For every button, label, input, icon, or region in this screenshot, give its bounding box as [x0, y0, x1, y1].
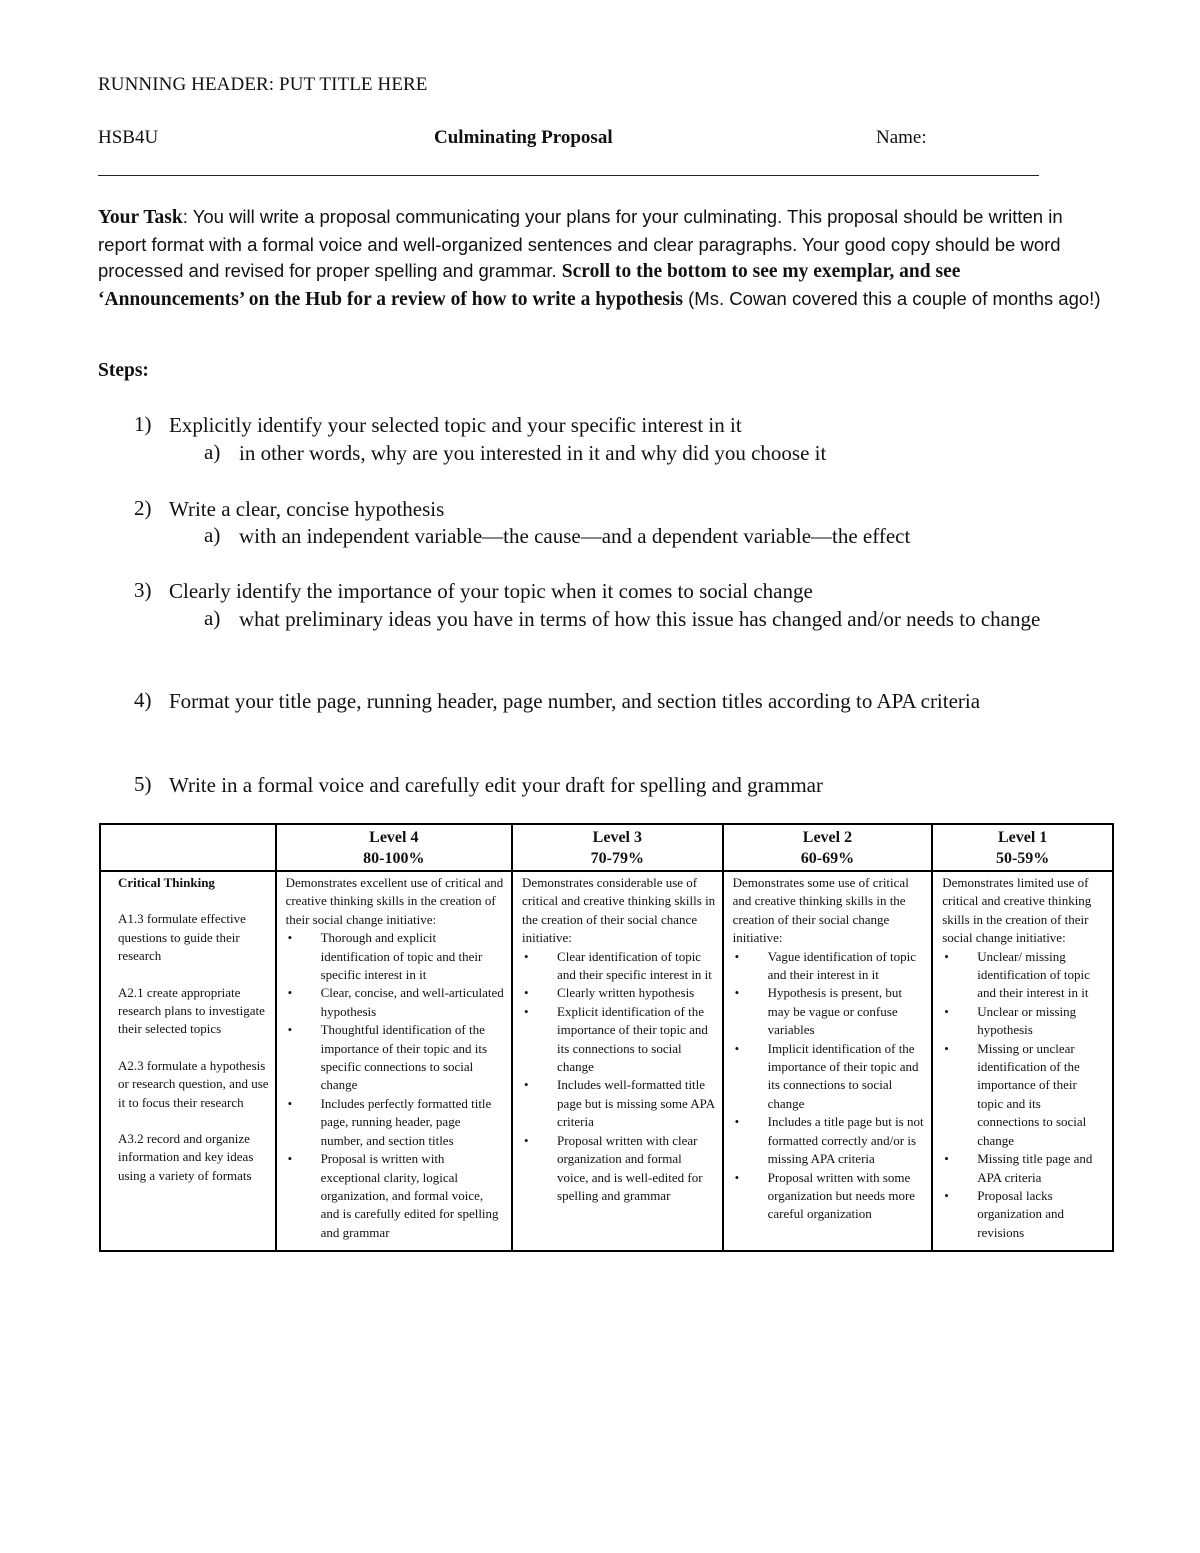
expectation-item: A1.3 formulate effective questions to guide their research	[118, 911, 246, 964]
descriptor-item	[286, 929, 505, 984]
level-name: Level 2	[802, 829, 853, 846]
descriptor-text: Clearly written hypothesis	[557, 985, 695, 1001]
bullet-icon: •	[734, 985, 740, 1001]
descriptor-item	[942, 1187, 1106, 1242]
descriptor-item	[286, 1150, 505, 1242]
step-number: 3)	[134, 578, 152, 602]
bullet-icon: •	[524, 948, 529, 964]
substep-text: what preliminary ideas you have in terms of how this issue has changed and/or needs to change	[239, 607, 1041, 631]
level-range: 70-79%	[590, 850, 644, 867]
level-range: 60-69%	[800, 850, 855, 867]
bullet-icon: •	[287, 985, 293, 1001]
substep-text: in other words, why are you interested in it and why did you choose it	[239, 441, 827, 465]
level-header	[932, 824, 1113, 871]
bullet-icon: •	[287, 1151, 293, 1167]
level-name: Level 3	[592, 829, 642, 846]
descriptor-list	[733, 948, 926, 1224]
descriptor-item	[286, 1095, 505, 1150]
level-range: 50-59%	[995, 850, 1050, 867]
title-row	[98, 127, 1098, 153]
descriptor-text: Proposal written with clear organization and formal voice, and is well-edited for spelling and grammar	[557, 1132, 703, 1203]
course-code: HSB4U	[98, 127, 159, 148]
descriptor-item	[733, 1169, 926, 1224]
rubric-corner-cell	[100, 824, 276, 871]
expectation-item: A3.2 record and organize information and key ideas using a variety of formats	[118, 1131, 254, 1183]
criteria-cell	[100, 871, 276, 1251]
descriptor-item	[522, 1132, 716, 1206]
descriptor-text: Clear, concise, and well-articulated hypothesis	[320, 985, 504, 1019]
bullet-icon: •	[524, 985, 529, 1001]
task-paragraph	[98, 204, 1108, 313]
descriptor-item	[942, 1150, 1106, 1187]
level-2-descriptor	[723, 871, 933, 1251]
bullet-icon: •	[734, 1114, 740, 1130]
descriptor-item	[942, 1003, 1106, 1040]
descriptor-text: Missing or unclear identification of the importance of their topic and its connections to social change	[977, 1040, 1087, 1148]
descriptor-list	[522, 948, 716, 1206]
descriptor-item	[733, 984, 926, 1039]
task-label: Your Task	[98, 207, 183, 228]
criteria-title: Critical Thinking	[118, 875, 215, 890]
descriptor-text: Implicit identification of the importance of their topic and its connections to social change	[767, 1040, 919, 1111]
descriptor-list	[942, 948, 1106, 1243]
level-4-descriptor	[276, 871, 512, 1251]
descriptor-item	[942, 948, 1106, 1003]
level-name: Level 1	[997, 829, 1048, 846]
step-text: Write a clear, concise hypothesis	[169, 497, 445, 521]
substep-letter: a)	[204, 440, 221, 464]
step-text: Clearly identify the importance of your topic when it comes to social change	[169, 579, 813, 603]
bullet-icon: •	[734, 1040, 740, 1056]
level-header	[723, 824, 933, 871]
rubric-header-row	[100, 824, 1113, 871]
descriptor-text: Thorough and explicit identification of topic and their specific interest in it	[320, 930, 483, 983]
document-title: Culminating Proposal	[434, 127, 613, 148]
descriptor-item	[286, 1021, 505, 1095]
step-text: Format your title page, running header, page number, and section titles according to APA criteria	[169, 689, 981, 713]
descriptor-list	[286, 929, 505, 1242]
descriptor-text: Missing title page and APA criteria	[977, 1151, 1093, 1185]
descriptor-item	[286, 984, 505, 1021]
bullet-icon: •	[287, 1022, 293, 1038]
descriptor-text: Includes perfectly formatted title page, running header, page number, and section titles	[320, 1095, 492, 1148]
header-divider	[98, 175, 1039, 176]
descriptor-item	[522, 984, 716, 1002]
bullet-icon: •	[944, 1151, 949, 1167]
step-number: 4)	[134, 688, 152, 712]
name-label: Name:	[876, 127, 927, 148]
descriptor-item	[733, 1113, 926, 1168]
task-text: : You will write a proposal communicating your plans for your culminating. This proposal should be written in report format with a formal voice and well-organized sentences and clear paragraphs. Your good copy should be word processed and revised for proper spelling and grammar.	[98, 206, 1063, 282]
descriptor-text: Includes a title page but is not formatted correctly and/or is missing APA criteria	[767, 1114, 924, 1167]
substep-letter: a)	[204, 606, 221, 630]
level-range: 80-100%	[363, 850, 425, 867]
descriptor-intro: Demonstrates some use of critical and creative thinking skills in the creation of their social change initiative:	[732, 875, 909, 946]
level-3-descriptor	[512, 871, 723, 1251]
descriptor-item	[733, 1040, 926, 1114]
bullet-icon: •	[524, 1132, 529, 1148]
steps-heading: Steps:	[98, 360, 149, 381]
step-number: 2)	[134, 496, 152, 520]
bullet-icon: •	[524, 1003, 529, 1019]
bullet-icon: •	[944, 948, 949, 964]
descriptor-intro: Demonstrates excellent use of critical and creative thinking skills in the creation of their social change initiative:	[285, 875, 504, 927]
running-header: RUNNING HEADER: PUT TITLE HERE	[98, 74, 428, 95]
substep-text: with an independent variable—the cause—and a dependent variable—the effect	[239, 524, 911, 548]
bullet-icon: •	[944, 1040, 949, 1056]
expectation-item: A2.3 formulate a hypothesis or research question, and use it to focus their research	[118, 1057, 269, 1110]
step-text: Write in a formal voice and carefully edit your draft for spelling and grammar	[169, 773, 823, 797]
task-text-end: (Ms. Cowan covered this a couple of months ago!)	[683, 287, 1101, 309]
bullet-icon: •	[287, 1095, 293, 1111]
bullet-icon: •	[734, 948, 740, 964]
level-header	[512, 824, 723, 871]
descriptor-intro: Demonstrates limited use of critical and creative thinking skills in the creation of their social change initiative:	[942, 875, 1092, 946]
descriptor-text: Includes well-formatted title page but is missing some APA criteria	[557, 1077, 715, 1130]
descriptor-item	[522, 1003, 716, 1077]
rubric-body-row	[100, 871, 1113, 1251]
step-text: Explicitly identify your selected topic and your specific interest in it	[169, 413, 742, 437]
step-number: 1)	[134, 412, 152, 436]
bullet-icon: •	[524, 1077, 529, 1093]
task-bold-note: Scroll to the bottom to see my exemplar, and see ‘Announcements’ on the Hub for a review of how to write a hypothesis	[98, 261, 961, 310]
descriptor-text: Vague identification of topic and their interest in it	[767, 948, 917, 983]
step-number: 5)	[134, 772, 152, 796]
level-1-descriptor	[932, 871, 1113, 1251]
descriptor-intro: Demonstrates considerable use of critical and creative thinking skills in the creation of their social chance initiative:	[522, 875, 716, 946]
descriptor-text: Hypothesis is present, but may be vague or confuse variables	[767, 985, 902, 1038]
expectation-item: A2.1 create appropriate research plans to investigate their selected topics	[118, 984, 265, 1037]
substep-letter: a)	[204, 523, 221, 547]
descriptor-item	[733, 948, 926, 985]
descriptor-text: Proposal is written with exceptional clarity, logical organization, and formal voice, and is carefully edited for spelling and grammar	[320, 1151, 499, 1240]
descriptor-text: Proposal lacks organization and revisions	[977, 1187, 1064, 1240]
level-header	[276, 824, 512, 871]
descriptor-item	[522, 1076, 716, 1131]
rubric-table	[99, 823, 1114, 1252]
descriptor-text: Thoughtful identification of the importance of their topic and its specific connections to social change	[320, 1022, 488, 1093]
bullet-icon: •	[944, 1003, 949, 1019]
descriptor-text: Unclear or missing hypothesis	[977, 1003, 1077, 1038]
descriptor-item	[522, 948, 716, 985]
descriptor-text: Clear identification of topic and their specific interest in it	[557, 948, 712, 983]
descriptor-text: Unclear/ missing identification of topic and their interest in it	[977, 948, 1090, 1001]
descriptor-text: Proposal written with some organization but needs more careful organization	[767, 1169, 916, 1222]
descriptor-text: Explicit identification of the importance of their topic and its connections to social change	[557, 1003, 708, 1075]
descriptor-item	[942, 1040, 1106, 1150]
bullet-icon: •	[287, 930, 293, 946]
level-name: Level 4	[369, 829, 419, 846]
bullet-icon: •	[944, 1187, 949, 1203]
bullet-icon: •	[734, 1169, 740, 1185]
